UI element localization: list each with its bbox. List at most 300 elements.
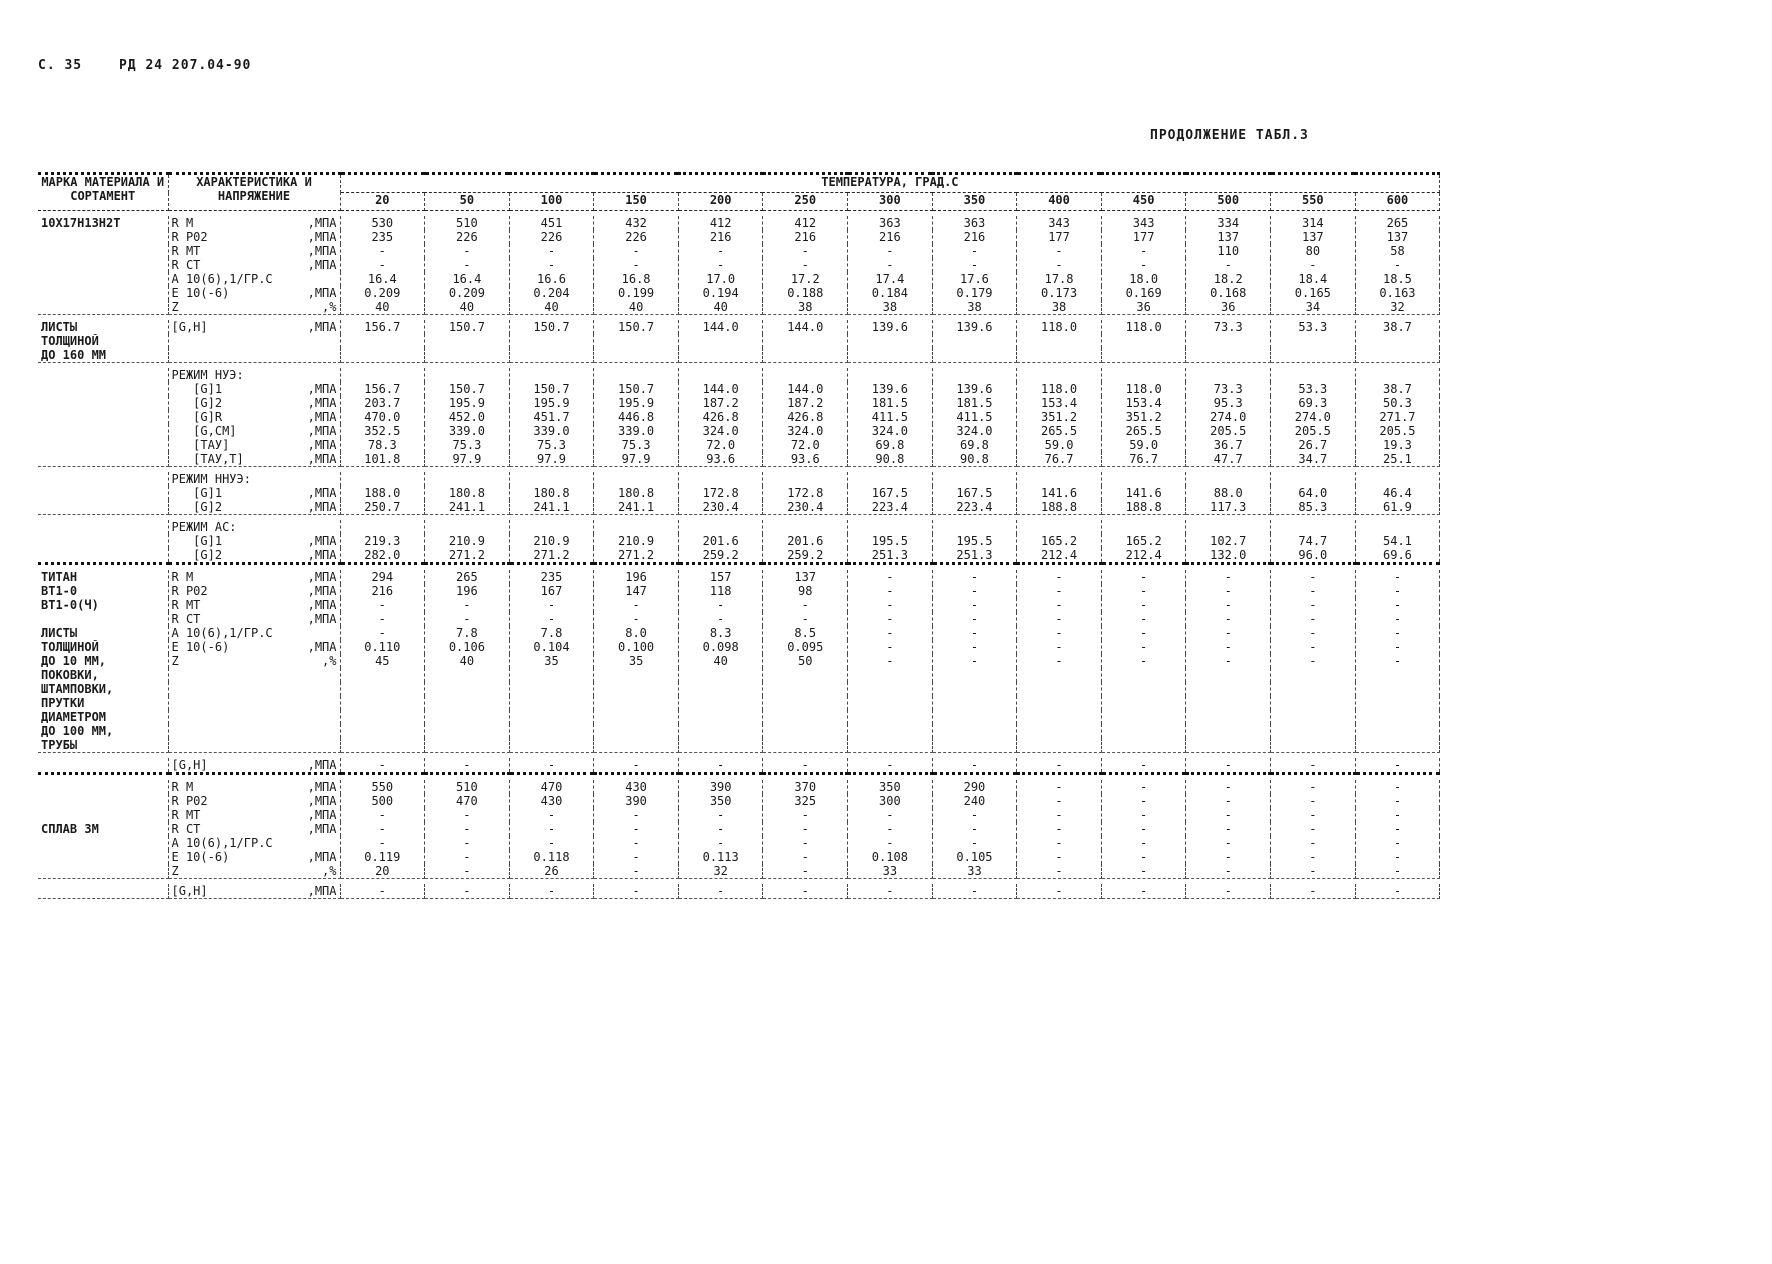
value-cell: 351.2 xyxy=(1017,410,1102,424)
value-cell: - xyxy=(509,758,594,774)
empty-cell xyxy=(848,472,933,486)
characteristic-cell xyxy=(168,758,340,774)
value-cell: 212.4 xyxy=(1017,548,1102,564)
empty-cell xyxy=(932,348,1017,363)
value-cell: 139.6 xyxy=(848,382,933,396)
value-cell: - xyxy=(763,850,848,864)
value-cell: 324.0 xyxy=(932,424,1017,438)
empty-cell xyxy=(1355,334,1440,348)
value-cell: 74.7 xyxy=(1271,534,1356,548)
value-cell: 97.9 xyxy=(509,452,594,467)
empty-cell xyxy=(340,472,425,486)
empty-cell xyxy=(848,738,933,753)
value-cell: 25.1 xyxy=(1355,452,1440,467)
value-cell: - xyxy=(848,244,933,258)
characteristic-unit: ,МПА xyxy=(307,548,337,562)
value-cell: 144.0 xyxy=(763,382,848,396)
value-cell: 34 xyxy=(1271,300,1356,315)
empty-cell xyxy=(1017,520,1102,534)
value-cell: 324.0 xyxy=(678,424,763,438)
characteristic-label: R CT xyxy=(171,612,201,626)
value-cell: 0.165 xyxy=(1271,286,1356,300)
characteristic-unit: ,% xyxy=(322,864,337,878)
value-cell: - xyxy=(1017,598,1102,612)
value-cell: 235 xyxy=(509,570,594,584)
empty-cell xyxy=(425,368,510,382)
characteristic-unit: ,% xyxy=(322,654,337,668)
material-cell xyxy=(38,836,168,850)
material-cell xyxy=(38,780,168,794)
empty-cell xyxy=(340,520,425,534)
empty-cell xyxy=(509,682,594,696)
mode-label: РЕЖИМ АС: xyxy=(168,520,340,534)
value-cell: - xyxy=(594,884,679,899)
table-row xyxy=(38,244,1440,258)
value-cell: - xyxy=(678,836,763,850)
empty-cell xyxy=(509,368,594,382)
characteristic-label: [ТАУ,Т] xyxy=(171,452,244,466)
value-cell: 16.6 xyxy=(509,272,594,286)
empty-cell xyxy=(763,520,848,534)
value-cell: - xyxy=(1017,258,1102,272)
empty-cell xyxy=(1186,682,1271,696)
table-row xyxy=(38,500,1440,515)
value-cell: - xyxy=(594,598,679,612)
value-cell: 20 xyxy=(340,864,425,879)
empty-cell xyxy=(1101,668,1186,682)
value-cell: - xyxy=(1271,654,1356,668)
empty-cell xyxy=(1017,668,1102,682)
value-cell: 205.5 xyxy=(1355,424,1440,438)
value-cell: 334 xyxy=(1186,216,1271,230)
value-cell: 75.3 xyxy=(594,438,679,452)
value-cell: 73.3 xyxy=(1186,382,1271,396)
value-cell: 196 xyxy=(594,570,679,584)
value-cell: 411.5 xyxy=(848,410,933,424)
empty-cell xyxy=(1186,738,1271,753)
value-cell: - xyxy=(848,836,933,850)
empty-cell xyxy=(594,520,679,534)
value-cell: 241.1 xyxy=(594,500,679,515)
empty-cell xyxy=(340,738,425,753)
value-cell: 17.8 xyxy=(1017,272,1102,286)
value-cell: - xyxy=(848,584,933,598)
material-cell xyxy=(38,864,168,879)
value-cell: - xyxy=(1355,654,1440,668)
value-cell: 0.168 xyxy=(1186,286,1271,300)
value-cell: - xyxy=(509,822,594,836)
mode-label: РЕЖИМ НУЭ: xyxy=(168,368,340,382)
table-row xyxy=(38,300,1440,315)
value-cell: 0.209 xyxy=(340,286,425,300)
empty-cell xyxy=(340,668,425,682)
value-cell: 226 xyxy=(425,230,510,244)
material-cell xyxy=(38,452,168,467)
value-cell: 50 xyxy=(763,654,848,668)
value-cell: - xyxy=(848,598,933,612)
value-cell: 59.0 xyxy=(1101,438,1186,452)
table-row xyxy=(38,216,1440,230)
characteristic-cell xyxy=(168,822,340,836)
value-cell: 101.8 xyxy=(340,452,425,467)
value-cell: 470 xyxy=(509,780,594,794)
empty-cell xyxy=(594,368,679,382)
value-cell: - xyxy=(763,836,848,850)
value-cell: 339.0 xyxy=(594,424,679,438)
characteristic-unit: ,МПА xyxy=(307,452,337,466)
table-row xyxy=(38,836,1440,850)
material-cell: ЛИСТЫ xyxy=(38,320,168,334)
value-cell: - xyxy=(1017,780,1102,794)
value-cell: - xyxy=(1355,884,1440,899)
characteristic-cell xyxy=(168,258,340,272)
empty-cell xyxy=(763,334,848,348)
value-cell: - xyxy=(1186,258,1271,272)
empty-cell xyxy=(848,710,933,724)
characteristic-label: [G]1 xyxy=(171,382,223,396)
value-cell: - xyxy=(1186,794,1271,808)
empty-cell xyxy=(678,738,763,753)
value-cell: 187.2 xyxy=(763,396,848,410)
value-cell: - xyxy=(425,850,510,864)
empty-cell xyxy=(340,696,425,710)
empty-cell xyxy=(425,520,510,534)
characteristic-label: R P02 xyxy=(171,230,208,244)
value-cell: - xyxy=(763,258,848,272)
table-row xyxy=(38,654,1440,668)
value-cell: 139.6 xyxy=(848,320,933,334)
temperature-header-150: 150 xyxy=(594,193,679,211)
material-cell xyxy=(38,612,168,626)
material-cell: ТИТАН xyxy=(38,570,168,584)
value-cell: - xyxy=(932,808,1017,822)
table-row xyxy=(38,334,1440,348)
empty-cell xyxy=(932,696,1017,710)
value-cell: 139.6 xyxy=(932,382,1017,396)
empty-cell xyxy=(509,334,594,348)
value-cell: 26 xyxy=(509,864,594,879)
value-cell: 180.8 xyxy=(509,486,594,500)
value-cell: - xyxy=(1355,850,1440,864)
value-cell: 363 xyxy=(848,216,933,230)
characteristic-label: [G,H] xyxy=(171,758,208,772)
characteristic-unit: ,МПА xyxy=(307,244,337,258)
value-cell: 78.3 xyxy=(340,438,425,452)
characteristic-cell xyxy=(168,884,340,899)
material-cell: ДО 160 ММ xyxy=(38,348,168,363)
characteristic-unit: ,% xyxy=(322,300,337,314)
value-cell: - xyxy=(509,244,594,258)
empty-cell xyxy=(425,334,510,348)
value-cell: 93.6 xyxy=(763,452,848,467)
empty-cell xyxy=(932,334,1017,348)
mode-label: РЕЖИМ ННУЭ: xyxy=(168,472,340,486)
value-cell: 97.9 xyxy=(594,452,679,467)
empty-cell xyxy=(932,724,1017,738)
characteristic-cell xyxy=(168,570,340,584)
table-row xyxy=(38,864,1440,879)
table-row xyxy=(38,710,1440,724)
value-cell: 33 xyxy=(932,864,1017,879)
empty-cell xyxy=(678,520,763,534)
empty-cell xyxy=(509,696,594,710)
value-cell: 40 xyxy=(678,654,763,668)
value-cell: - xyxy=(1017,794,1102,808)
characteristic-label: R CT xyxy=(171,822,201,836)
value-cell: 118.0 xyxy=(1017,320,1102,334)
characteristic-label: R P02 xyxy=(171,584,208,598)
temperature-header-400: 400 xyxy=(1017,193,1102,211)
value-cell: 96.0 xyxy=(1271,548,1356,564)
characteristic-label: [ТАУ] xyxy=(171,438,230,452)
value-cell: 271.2 xyxy=(594,548,679,564)
table-body xyxy=(38,211,1440,899)
value-cell: 180.8 xyxy=(425,486,510,500)
value-cell: 72.0 xyxy=(678,438,763,452)
empty-cell xyxy=(932,368,1017,382)
temperature-header-50: 50 xyxy=(425,193,510,211)
value-cell: - xyxy=(763,808,848,822)
value-cell: 139.6 xyxy=(932,320,1017,334)
value-cell: 53.3 xyxy=(1271,382,1356,396)
value-cell: 470.0 xyxy=(340,410,425,424)
material-cell xyxy=(38,230,168,244)
value-cell: 412 xyxy=(763,216,848,230)
value-cell: 54.1 xyxy=(1355,534,1440,548)
value-cell: 153.4 xyxy=(1101,396,1186,410)
characteristic-label: E 10(-6) xyxy=(171,640,230,654)
value-cell: 290 xyxy=(932,780,1017,794)
value-cell: - xyxy=(1271,584,1356,598)
value-cell: - xyxy=(425,598,510,612)
value-cell: - xyxy=(1186,808,1271,822)
value-cell: 40 xyxy=(594,300,679,315)
value-cell: 53.3 xyxy=(1271,320,1356,334)
value-cell: - xyxy=(1017,758,1102,774)
empty-cell xyxy=(1355,682,1440,696)
empty-cell xyxy=(1355,738,1440,753)
value-cell: 150.7 xyxy=(594,320,679,334)
value-cell: 259.2 xyxy=(678,548,763,564)
empty-cell xyxy=(168,738,340,753)
empty-cell xyxy=(425,696,510,710)
table-row xyxy=(38,850,1440,864)
characteristic-unit: ,МПА xyxy=(307,410,337,424)
value-cell: - xyxy=(340,612,425,626)
value-cell: - xyxy=(932,584,1017,598)
empty-cell xyxy=(848,368,933,382)
value-cell: - xyxy=(678,884,763,899)
value-cell: 0.104 xyxy=(509,640,594,654)
empty-cell xyxy=(848,334,933,348)
value-cell: 251.3 xyxy=(932,548,1017,564)
empty-cell xyxy=(1101,520,1186,534)
characteristic-unit: ,МПА xyxy=(307,286,337,300)
value-cell: - xyxy=(1355,780,1440,794)
empty-cell xyxy=(848,724,933,738)
empty-cell xyxy=(678,696,763,710)
empty-cell xyxy=(340,710,425,724)
value-cell: 235 xyxy=(340,230,425,244)
empty-cell xyxy=(678,472,763,486)
value-cell: 40 xyxy=(425,300,510,315)
page-header xyxy=(38,58,279,73)
value-cell: 7.8 xyxy=(509,626,594,640)
value-cell: 26.7 xyxy=(1271,438,1356,452)
value-cell: 8.5 xyxy=(763,626,848,640)
value-cell: 181.5 xyxy=(848,396,933,410)
empty-cell xyxy=(425,710,510,724)
empty-cell xyxy=(168,724,340,738)
value-cell: 38.7 xyxy=(1355,382,1440,396)
value-cell: 147 xyxy=(594,584,679,598)
value-cell: 18.0 xyxy=(1101,272,1186,286)
empty-cell xyxy=(340,368,425,382)
empty-cell xyxy=(425,668,510,682)
material-cell: ДИАМЕТРОМ xyxy=(38,710,168,724)
characteristic-cell xyxy=(168,598,340,612)
value-cell: 265 xyxy=(425,570,510,584)
material-cell xyxy=(38,382,168,396)
value-cell: 411.5 xyxy=(932,410,1017,424)
characteristic-cell xyxy=(168,612,340,626)
value-cell: - xyxy=(509,884,594,899)
value-cell: 64.0 xyxy=(1271,486,1356,500)
table-row xyxy=(38,286,1440,300)
material-cell: ПОКОВКИ, xyxy=(38,668,168,682)
empty-cell xyxy=(1101,724,1186,738)
characteristic-cell xyxy=(168,640,340,654)
value-cell: - xyxy=(848,808,933,822)
value-cell: 0.108 xyxy=(848,850,933,864)
table-row xyxy=(38,486,1440,500)
characteristic-unit: ,МПА xyxy=(307,850,337,864)
characteristic-label: [G,H] xyxy=(171,320,208,334)
material-cell: 10Х17Н13Н2Т xyxy=(38,216,168,230)
value-cell: 188.0 xyxy=(340,486,425,500)
value-cell: 195.9 xyxy=(594,396,679,410)
value-cell: 223.4 xyxy=(932,500,1017,515)
characteristic-label: R M xyxy=(171,780,194,794)
value-cell: 271.2 xyxy=(425,548,510,564)
value-cell: 212.4 xyxy=(1101,548,1186,564)
value-cell: 195.9 xyxy=(425,396,510,410)
value-cell: - xyxy=(594,836,679,850)
value-cell: 73.3 xyxy=(1186,320,1271,334)
table-row xyxy=(38,534,1440,548)
value-cell: 18.5 xyxy=(1355,272,1440,286)
empty-cell xyxy=(425,472,510,486)
empty-cell xyxy=(594,348,679,363)
value-cell: 69.8 xyxy=(848,438,933,452)
temperature-header-300: 300 xyxy=(848,193,933,211)
empty-cell xyxy=(594,710,679,724)
empty-cell xyxy=(678,668,763,682)
value-cell: - xyxy=(678,244,763,258)
table-row xyxy=(38,320,1440,334)
value-cell: - xyxy=(932,626,1017,640)
table-row xyxy=(38,396,1440,410)
material-cell: ЛИСТЫ xyxy=(38,626,168,640)
value-cell: - xyxy=(932,640,1017,654)
value-cell: 216 xyxy=(848,230,933,244)
value-cell: 76.7 xyxy=(1101,452,1186,467)
value-cell: - xyxy=(1101,598,1186,612)
value-cell: 0.199 xyxy=(594,286,679,300)
table-row xyxy=(38,410,1440,424)
value-cell: 165.2 xyxy=(1017,534,1102,548)
value-cell: 32 xyxy=(678,864,763,879)
value-cell: 314 xyxy=(1271,216,1356,230)
empty-cell xyxy=(425,682,510,696)
value-cell: - xyxy=(678,598,763,612)
value-cell: 17.4 xyxy=(848,272,933,286)
value-cell: 8.3 xyxy=(678,626,763,640)
empty-cell xyxy=(1355,472,1440,486)
empty-cell xyxy=(932,710,1017,724)
empty-cell xyxy=(1101,738,1186,753)
empty-cell xyxy=(678,682,763,696)
material-cell xyxy=(38,794,168,808)
value-cell: 102.7 xyxy=(1186,534,1271,548)
table-row xyxy=(38,570,1440,584)
table-row xyxy=(38,822,1440,836)
empty-cell xyxy=(168,696,340,710)
value-cell: - xyxy=(1271,758,1356,774)
empty-cell xyxy=(932,520,1017,534)
value-cell: - xyxy=(932,570,1017,584)
value-cell: 432 xyxy=(594,216,679,230)
value-cell: 0.105 xyxy=(932,850,1017,864)
value-cell: - xyxy=(1101,794,1186,808)
material-cell: СПЛАВ 3М xyxy=(38,822,168,836)
value-cell: - xyxy=(1101,640,1186,654)
value-cell: - xyxy=(932,598,1017,612)
characteristic-cell xyxy=(168,836,340,850)
empty-cell xyxy=(1355,520,1440,534)
value-cell: 17.2 xyxy=(763,272,848,286)
value-cell: - xyxy=(932,244,1017,258)
value-cell: - xyxy=(848,570,933,584)
characteristic-unit: ,МПА xyxy=(307,382,337,396)
characteristic-label: [G,H] xyxy=(171,884,208,898)
value-cell: 132.0 xyxy=(1186,548,1271,564)
value-cell: 0.173 xyxy=(1017,286,1102,300)
value-cell: 144.0 xyxy=(678,320,763,334)
empty-cell xyxy=(1017,738,1102,753)
header-temperature: ТЕМПЕРАТУРА, ГРАД.С xyxy=(340,174,1440,193)
characteristic-label: E 10(-6) xyxy=(171,286,230,300)
material-cell xyxy=(38,368,168,382)
characteristic-cell xyxy=(168,794,340,808)
value-cell: - xyxy=(1186,570,1271,584)
value-cell: 17.0 xyxy=(678,272,763,286)
material-cell: ВТ1-0(Ч) xyxy=(38,598,168,612)
material-cell xyxy=(38,808,168,822)
value-cell: 265.5 xyxy=(1017,424,1102,438)
empty-cell xyxy=(425,348,510,363)
value-cell: - xyxy=(1101,808,1186,822)
table-row xyxy=(38,682,1440,696)
material-cell xyxy=(38,548,168,564)
material-cell xyxy=(38,410,168,424)
value-cell: - xyxy=(340,836,425,850)
value-cell: 216 xyxy=(763,230,848,244)
value-cell: - xyxy=(848,612,933,626)
empty-cell xyxy=(340,348,425,363)
value-cell: 117.3 xyxy=(1186,500,1271,515)
empty-cell xyxy=(932,738,1017,753)
